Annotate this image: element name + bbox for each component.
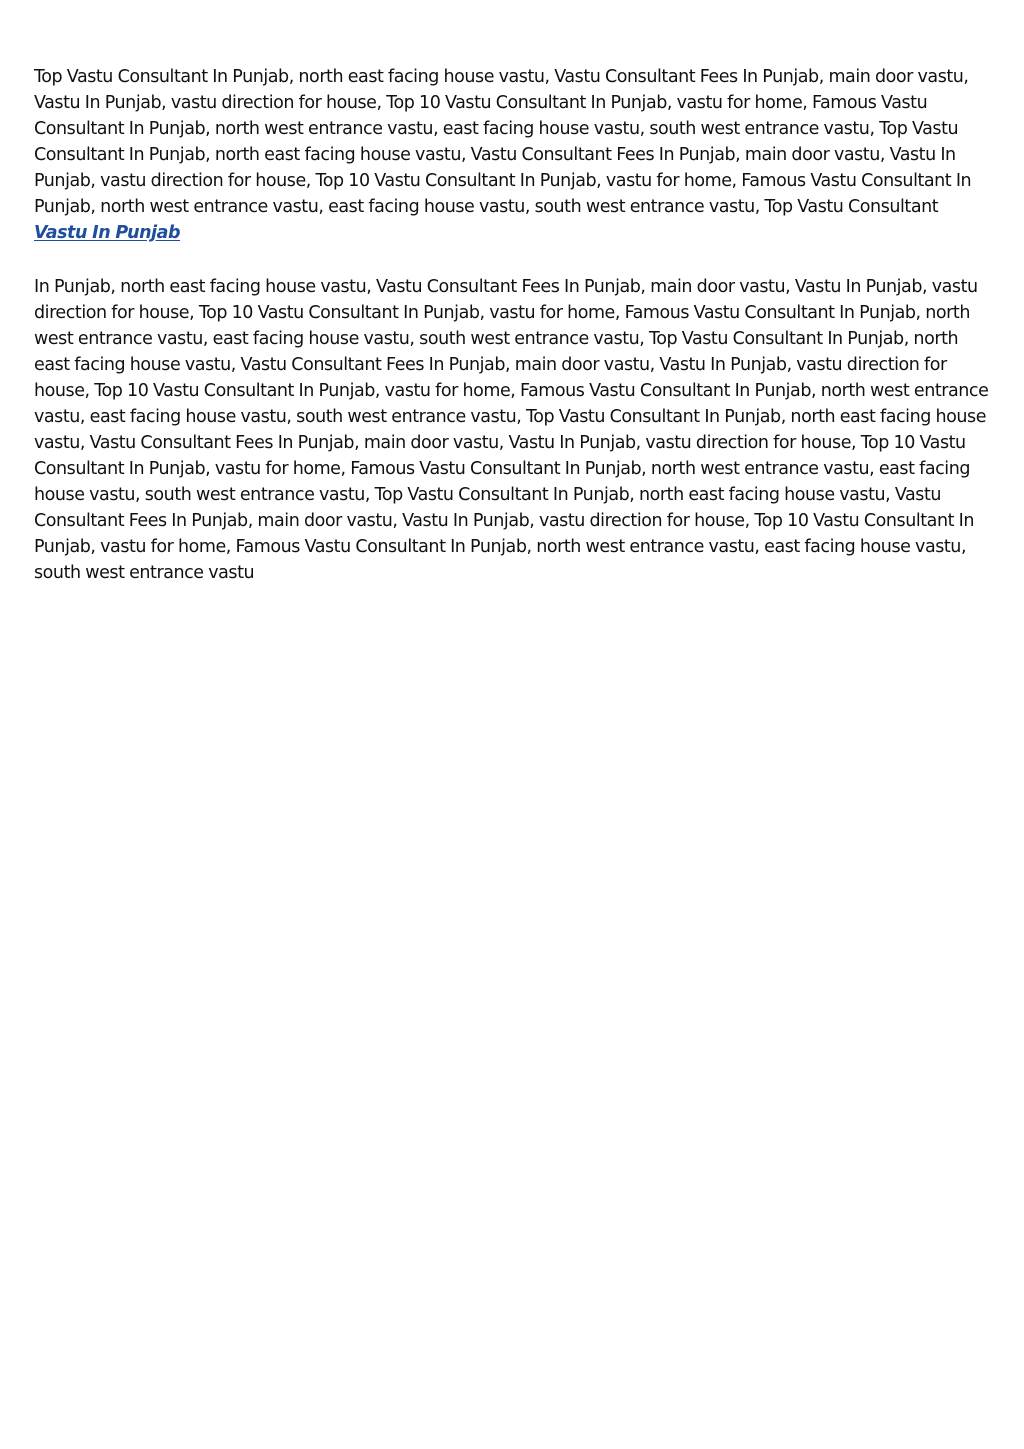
paragraph-1-text: Top Vastu Consultant In Punjab, north east facing house vastu, Vastu Consultant Fees In Punjab, main door vastu, Vastu In Punjab, vastu direction for house, Top 10 Vastu Consultant In Punjab, vastu for home, Famous Vastu Consultant In Punjab, north west entrance vastu, east facing house vastu, south west entrance vastu, Top Vastu Consultant In Punjab, north east facing house vastu, Vastu Consultant Fees In Punjab, main door vastu, Vastu In Punjab, vastu direction for house, Top 10 Vastu Consultant In Punjab, vastu for home, Famous Vastu Consultant In Punjab, north west entrance vastu, east facing house vastu, south west entrance vastu, Top Vastu Consultant [34, 67, 972, 217]
vastu-in-punjab-link[interactable]: Vastu In Punjab [34, 223, 181, 243]
document-body [34, 64, 994, 586]
paragraph-2: In Punjab, north east facing house vastu, Vastu Consultant Fees In Punjab, main door vastu, Vastu In Punjab, vastu direction for house, Top 10 Vastu Consultant In Punjab, vastu for home, Famous Vastu Consultant In Punjab, north west entrance vastu, east facing house vastu, south west entrance vastu, Top Vastu Consultant In Punjab, north east facing house vastu, Vastu Consultant Fees In Punjab, main door vastu, Vastu In Punjab, vastu direction for house, Top 10 Vastu Consultant In Punjab, vastu for home, Famous Vastu Consultant In Punjab, north west entrance vastu, east facing house vastu, south west entrance vastu, Top Vastu Consultant In Punjab, north east facing house vastu, Vastu Consultant Fees In Punjab, main door vastu, Vastu In Punjab, vastu direction for house, Top 10 Vastu Consultant In Punjab, vastu for home, Famous Vastu Consultant In Punjab, north west entrance vastu, east facing house vastu, south west entrance vastu, Top Vastu Consultant In Punjab, north east facing house vastu, Vastu Consultant Fees In Punjab, main door vastu, Vastu In Punjab, vastu direction for house, Top 10 Vastu Consultant In Punjab, vastu for home, Famous Vastu Consultant In Punjab, north west entrance vastu, east facing house vastu, south west entrance vastu [34, 277, 989, 583]
paragraph-1 [34, 64, 994, 246]
